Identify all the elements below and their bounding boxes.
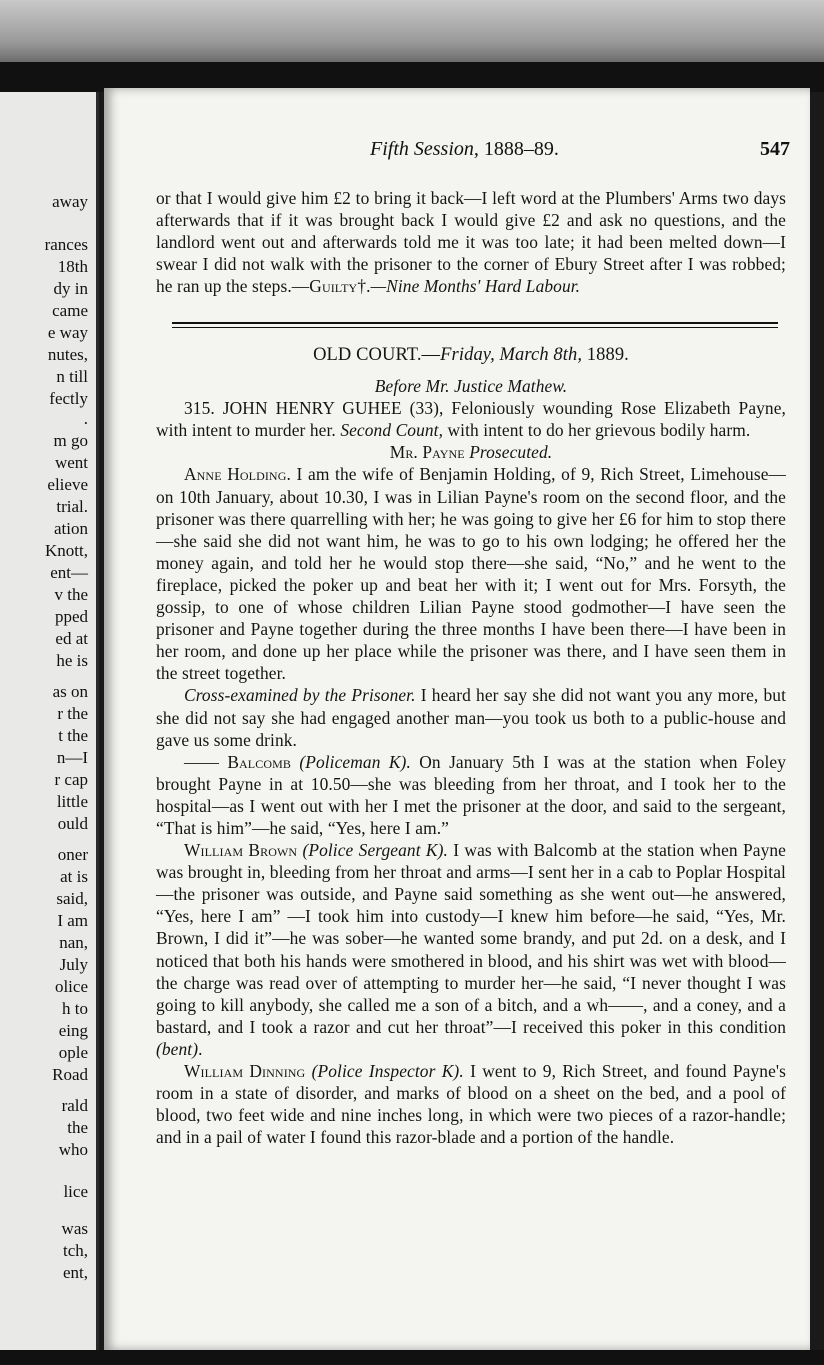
witness-dinning xyxy=(156,1060,786,1148)
scan-bottom-edge xyxy=(0,1350,824,1365)
bent-note: (bent) xyxy=(156,1038,199,1059)
left-margin-text: came xyxy=(52,301,88,320)
left-margin-text: pped xyxy=(54,607,88,626)
period: . xyxy=(198,1038,203,1059)
witness-brown xyxy=(156,839,786,1060)
left-margin-text: 18th xyxy=(57,257,88,276)
court-heading xyxy=(156,344,786,366)
verdict: Guilty†. xyxy=(309,276,371,297)
left-margin-text: the xyxy=(67,1118,88,1137)
left-margin-text: he is xyxy=(56,651,88,670)
left-margin-text: away xyxy=(52,192,88,211)
left-page-fragment xyxy=(0,92,99,1352)
left-margin-text: was xyxy=(61,1219,88,1238)
witness-testimony: On January 5th I was at the station when Foley brought Payne in at 10.50—she was bleeding from her throat, and I took her to the hospital—as I went out with her I met the prisoner at the door, and said to the sergeant, “That is him”—he said, “Yes, here I am.” xyxy=(156,751,786,838)
section-rule-thick xyxy=(172,322,778,324)
count-text: with intent to do her grievous bodily harm. xyxy=(443,420,751,441)
left-margin-text: said, xyxy=(56,889,88,908)
witness-name: Balcomb xyxy=(227,751,291,772)
continuation-text: or that I would give him £2 to bring it back—I left word at the Plumbers' Arms two days afterwards that if it was brought back I would give £2 and ask no questions, and the landlord went out and afterwards told me it was too late; it had been melted down—I swear I did not walk with the prisoner to the corner of Ebury Street after I was robbed; he ran up the steps.— xyxy=(156,188,786,297)
left-margin-text: Knott, xyxy=(45,541,88,560)
case-block xyxy=(156,344,786,1148)
witness-testimony: I am the wife of Benjamin Holding, of 9, Rich Street, Limehouse—on 10th January, about 10.30, I was in Lilian Payne's room on the second floor, and the prisoner was there quarrelling with her; he was going to give her £6 for him to stop there—she said she did not want him, he was to go to his own lodging; he offered her the money again, and told her he would stop there—she said, “No,” and he went to the fireplace, picked the poker up and beat her with it; I went out for Mrs. Forsyth, the gossip, to one of whose children Lilian Payne stood godmother—I have seen the prisoner and Payne together during the three months I have been there—I have been in her room, and done up her place while the prisoner was there, and I have seen them in the street together. xyxy=(156,464,786,684)
left-margin-text: trial. xyxy=(56,497,88,516)
left-margin-text: n—I xyxy=(56,748,88,767)
witness-holding xyxy=(156,463,786,684)
left-margin-text: n till xyxy=(56,367,88,386)
session-label: Fifth Session, xyxy=(370,138,479,160)
left-margin-text: nan, xyxy=(59,933,88,952)
witness-role: (Policeman K). xyxy=(299,751,411,772)
judge-line xyxy=(156,375,786,397)
left-margin-text: ation xyxy=(54,519,88,538)
left-margin-text: ent— xyxy=(50,563,88,582)
left-margin-text: tch, xyxy=(62,1241,88,1260)
left-margin-text: m go xyxy=(53,431,88,450)
witness-prefix: —— xyxy=(184,751,228,772)
witness-name: William Brown xyxy=(184,840,298,861)
cross-text: I heard her say she did not want you any more, but she did not say she had engaged another man—you took us both to a public-house and gave us some drink. xyxy=(156,685,787,750)
sentence: —Nine Months' Hard Labour. xyxy=(370,276,581,297)
prosecuted-label: Prosecuted. xyxy=(469,442,553,463)
session-years: 1888–89. xyxy=(483,138,559,160)
left-margin-text: . xyxy=(83,409,88,428)
left-margin-text: v the xyxy=(54,585,88,604)
judge: Before Mr. Justice Mathew. xyxy=(374,376,568,397)
witness-balcomb xyxy=(156,751,786,839)
left-margin-text: rances xyxy=(44,235,88,254)
left-margin-text: July xyxy=(59,955,88,974)
left-margin-text: oner xyxy=(57,845,88,864)
court-year: 1889. xyxy=(582,345,629,365)
left-margin-text: went xyxy=(54,453,88,472)
cross-label: Cross-examined by the Prisoner. xyxy=(184,685,416,706)
section-rule-thin xyxy=(172,327,778,328)
scan-top-edge xyxy=(0,0,824,70)
left-margin-text: little xyxy=(56,792,88,811)
court-name: OLD COURT.— xyxy=(313,345,441,365)
left-margin-text: ed at xyxy=(55,629,88,648)
left-margin-text: ould xyxy=(57,814,88,833)
prosecution-line xyxy=(156,441,786,463)
witness-role: (Police Inspector K). xyxy=(311,1061,464,1081)
count-label: Second Count, xyxy=(340,420,444,441)
witness-testimony: I went to 9, Rich Street, and found Payne's room in a state of disorder, and marks of blood on a sheet on the bed, and a pool of blood, two feet wide and nine inches long, in which were two pieces of a razor-handle; and in a pail of water I found this razor-blade and a portion of the handle. xyxy=(156,1061,786,1148)
left-margin-text: lice xyxy=(63,1182,88,1201)
left-margin-text: elieve xyxy=(47,475,88,494)
court-date: Friday, March 8th, xyxy=(440,345,583,365)
left-margin-text: r cap xyxy=(54,770,88,789)
left-margin-text: e way xyxy=(47,323,88,342)
left-margin-text: r the xyxy=(57,704,88,723)
page-header xyxy=(174,138,790,162)
witness-name: Anne Holding. xyxy=(184,464,291,485)
left-margin-text: at is xyxy=(60,867,88,886)
continuation-paragraph xyxy=(156,187,786,297)
left-margin-text: rald xyxy=(61,1096,88,1115)
case-intro: 315. JOHN HENRY GUHEE (33), Feloniously wounding Rose Elizabeth Payne, with intent to murder her. xyxy=(156,398,786,441)
witness-testimony: I was with Balcomb at the station when Payne was brought in, bleeding from her throat and arms—I sent her in a cab to Poplar Hospital—the prisoner was outside, and Payne said something as she went out—he answered, “Yes, here I am” —I took him into custody—I knew him before—he said, “Yes, Mr. Brown, I did it”—he was sober—he wanted some brandy, and put 2d. on a desk, and I noticed that both his hands were smothered in blood, and his shirt was wet with blood—the charge was read over of attempting to murder her—he said, “I never thought I was going to kill anybody, she called me a son of a bitch, and a wh——, and a coney, and a bastard, and I took a razor and cut her throat”—I received this poker in this condition xyxy=(156,840,786,1037)
left-margin-text: eing xyxy=(58,1021,88,1040)
cross-examination xyxy=(156,684,786,750)
left-margin-text: dy in xyxy=(53,279,88,298)
left-margin-text: t the xyxy=(58,726,88,745)
left-margin-text: olice xyxy=(54,977,88,996)
witness-name: William Dinning xyxy=(184,1061,306,1081)
left-margin-text: Road xyxy=(52,1065,88,1084)
left-margin-text: fectly xyxy=(49,389,88,408)
left-margin-text: h to xyxy=(62,999,88,1018)
left-margin-text: I am xyxy=(57,911,88,930)
case-title xyxy=(156,397,786,441)
left-margin-text: who xyxy=(58,1140,88,1159)
witness-role: (Police Sergeant K). xyxy=(302,840,448,861)
page-number: 547 xyxy=(760,138,790,160)
running-title xyxy=(370,138,559,161)
prosecutor-name: Mr. Payne xyxy=(389,442,465,463)
left-margin-text: as on xyxy=(52,682,88,701)
document-page xyxy=(104,88,810,1350)
left-margin-text: ople xyxy=(58,1043,88,1062)
left-margin-text: ent, xyxy=(62,1263,88,1282)
left-margin-text: nutes, xyxy=(47,345,88,364)
